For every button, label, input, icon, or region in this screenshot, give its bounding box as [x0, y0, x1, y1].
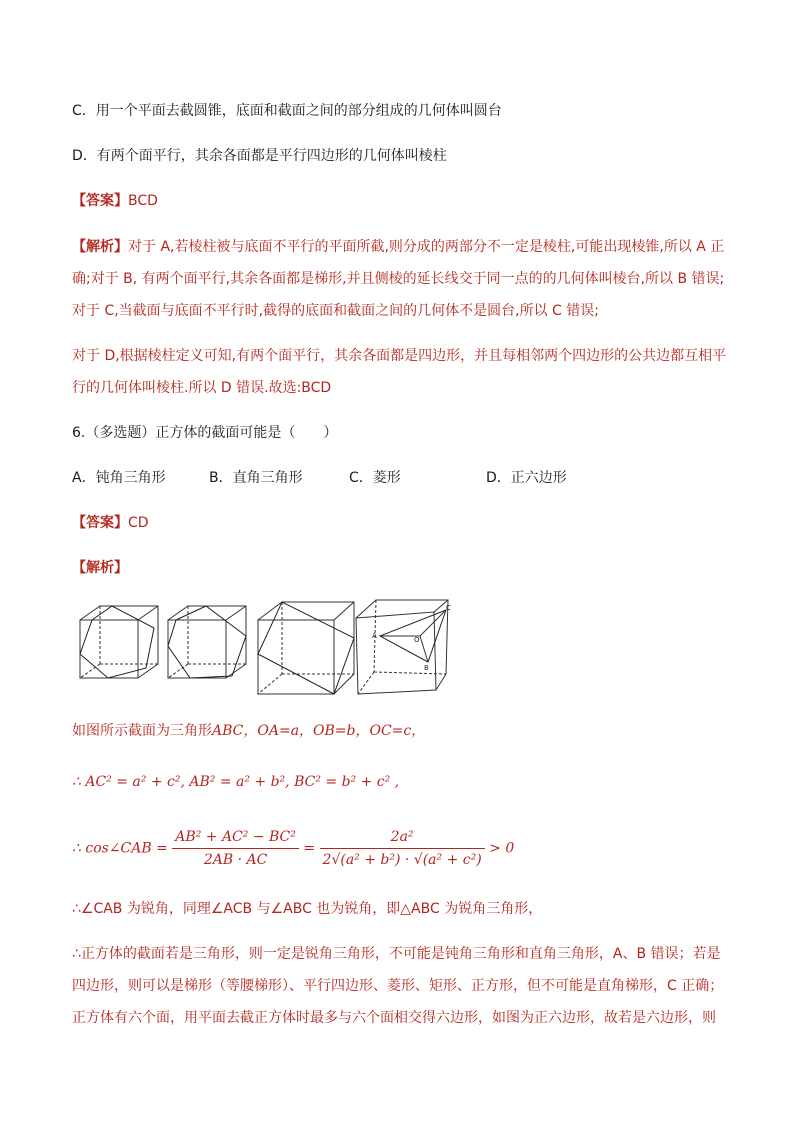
cube-figure-3	[258, 602, 354, 694]
answer-6	[72, 513, 149, 533]
answer-value: BCD	[128, 193, 158, 209]
figure-caption-text: 如图所示截面为三角形	[72, 723, 212, 739]
analysis-6-line7: 正方体有六个面，用平面去截正方体时最多与六个面相交得六边形，如图为正六边形，故若是六边形，则	[72, 1010, 716, 1026]
option-c: C．菱形	[349, 470, 401, 486]
figure-caption-math: ABC，OA=a，OB=b，OC=c，	[212, 723, 426, 739]
analysis-6-tag	[72, 558, 128, 578]
answer-value: CD	[128, 515, 149, 531]
fig-label-a: A	[372, 632, 377, 640]
option-d: D．正六边形	[486, 470, 567, 486]
answer-tag: 【答案】	[72, 515, 128, 531]
analysis-5-line3: 对于 C,当截面与底面不平行时,截得的底面和截面之间的几何体不是圆台,所以 C 错误;	[72, 303, 599, 319]
formula-rhs: > 0	[489, 840, 515, 857]
fraction-2-denominator: 2√(a² + b²) · √(a² + c²)	[322, 852, 482, 868]
analysis-5-line1	[72, 237, 724, 257]
analysis-tag: 【解析】	[72, 239, 128, 255]
analysis-5-line5: 行的几何体叫棱柱.所以 D 错误.故选:BCD	[72, 380, 332, 396]
analysis-6-line6: 四边形，则可以是梯形（等腰梯形）、平行四边形、菱形、矩形、正方形，但不可能是直角梯形，C 正确；	[72, 978, 724, 994]
answer-tag: 【答案】	[72, 193, 128, 209]
option-b: B．直角三角形	[209, 470, 303, 486]
option-c-prev: C．用一个平面去截圆锥，底面和截面之间的部分组成的几何体叫圆台	[72, 103, 502, 119]
analysis-6-line2: ∴ AC² = a² + c², AB² = a² + b², BC² = b² + c² ,	[72, 774, 400, 790]
fraction-2-numerator: 2a²	[320, 826, 485, 849]
question-6-stem: 6.（多选题）正方体的截面可能是（ ）	[72, 425, 338, 441]
analysis-5-line4: 对于 D,根据棱柱定义可知,有两个面平行，其余各面都是四边形，并且每相邻两个四边形的公共边都互相平	[72, 348, 727, 364]
fig-label-b: B	[424, 664, 429, 672]
analysis-tag: 【解析】	[72, 560, 128, 576]
fig-label-c: C	[446, 604, 451, 612]
cube-cross-section-figures	[78, 598, 458, 696]
cube-figure-2	[168, 606, 246, 678]
formula-fraction-2	[320, 826, 485, 871]
fraction-1-numerator: AB² + AC² − BC²	[172, 826, 299, 849]
analysis-text: 对于 A,若棱柱被与底面不平行的平面所截,则分成的两部分不一定是棱柱,可能出现棱锥,所以 A 正	[128, 239, 725, 255]
analysis-6-line5: ∴正方体的截面若是三角形，则一定是锐角三角形，不可能是钝角三角形和直角三角形，A、B 错误；若是	[72, 946, 721, 962]
formula-fraction-1	[172, 826, 299, 871]
option-d-prev: D．有两个面平行，其余各面都是平行四边形的几何体叫棱柱	[72, 148, 447, 164]
cube-figure-1	[80, 606, 158, 678]
answer-5	[72, 191, 158, 211]
question-6-options	[72, 468, 567, 488]
analysis-6-cosine-formula	[72, 826, 514, 871]
analysis-5-line2: 确;对于 B, 有两个面平行,其余各面都是梯形,并且侧棱的延长线交于同一点的的几何体叫棱台,所以 B 错误;	[72, 271, 725, 287]
fig-label-o: O	[414, 636, 420, 644]
formula-equals: =	[303, 840, 316, 857]
analysis-6-line4: ∴∠CAB 为锐角，同理∠ACB 与∠ABC 也为锐角，即△ABC 为锐角三角形，	[72, 901, 543, 917]
analysis-6-line1	[72, 721, 425, 741]
cube-figure-4	[356, 600, 451, 694]
option-a: A．钝角三角形	[72, 470, 166, 486]
formula-lhs: ∴ cos∠CAB =	[72, 840, 168, 857]
fraction-1-denominator: 2AB · AC	[203, 852, 268, 868]
